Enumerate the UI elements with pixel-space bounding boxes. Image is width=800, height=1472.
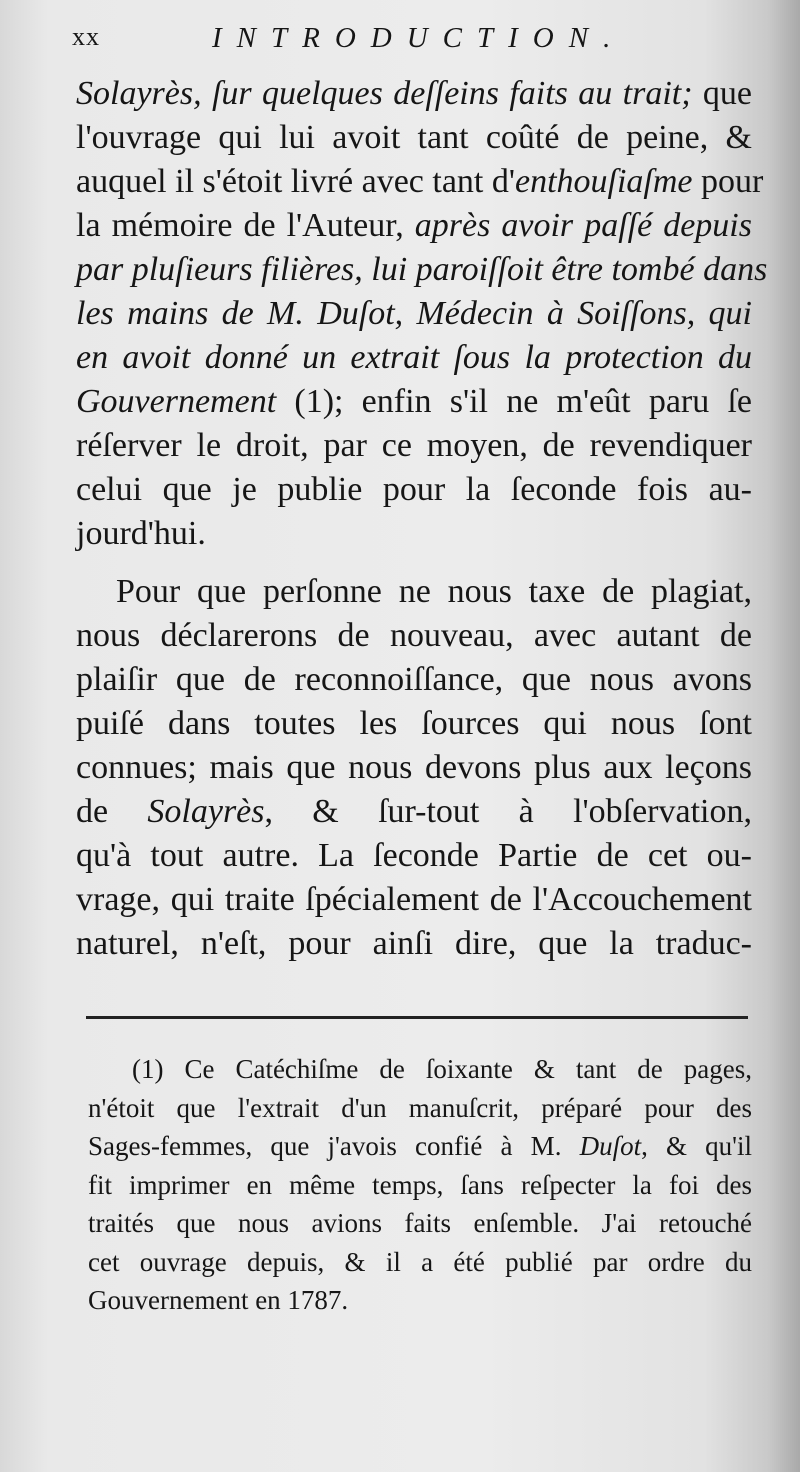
italic-span: Solayrès, ſur quelques deſſeins faits au trait; [76, 75, 693, 112]
text-line [76, 72, 752, 116]
text-line: naturel, n'eſt, pour ainſi dire, que la traduc- [76, 925, 752, 962]
text-line [76, 292, 752, 336]
text-line [76, 380, 752, 424]
italic-span: les mains de M. Duſot, Médecin à Soiſſons, qui [76, 295, 752, 332]
text-line [76, 160, 764, 204]
footnote-line: fit imprimer en même temps, ſans reſpecter la foi des [88, 1169, 752, 1200]
text-line: vrage, qui traite ſpécialement de l'Accouchement [76, 881, 752, 918]
footnote-line: cet ouvrage depuis, & il a été publié par ordre du [88, 1246, 752, 1277]
text-line [76, 790, 752, 834]
text-line: qu'à tout autre. La ſeconde Partie de cet ou- [76, 837, 752, 874]
text-line [76, 336, 752, 380]
italic-span: en avoit donné un extrait ſous la protection du [76, 339, 752, 376]
text-span: , & ſur-tout à l'obſervation, [264, 793, 752, 830]
text-line: réſerver le droit, par ce moyen, de revendiquer [76, 427, 752, 464]
text-line: plaiſir que de reconnoiſſance, que nous avons [76, 661, 752, 698]
text-span: , & qu'il [641, 1131, 752, 1161]
text-line: nous déclarerons de nouveau, avec autant de [76, 617, 752, 654]
text-line: l'ouvrage qui lui avoit tant coûté de peine, & [76, 119, 752, 156]
footnote [88, 1050, 752, 1320]
italic-span: après avoir paſſé depuis [414, 207, 752, 244]
footnote-line [88, 1127, 752, 1166]
footnote-line: n'étoit que l'extrait d'un manuſcrit, préparé pour des [88, 1092, 752, 1123]
footnote-line: Gouvernement en 1787. [88, 1285, 349, 1315]
running-head: INTRODUCTION. [212, 22, 626, 54]
footnote-line: (1) Ce Catéchiſme de ſoixante & tant de pages, [132, 1054, 752, 1084]
text-line: jourd'hui. [76, 515, 206, 552]
text-span: de [76, 793, 148, 830]
footnote-line: traités que nous avions faits enſemble. J'ai retouché [88, 1208, 752, 1238]
italic-span: enthouſiaſme [515, 163, 693, 200]
footnote-rule [86, 1016, 748, 1019]
text-span: Sages-femmes, que j'avois confié à M. [88, 1131, 580, 1161]
text-span: auquel il s'étoit livré avec tant d' [76, 163, 515, 200]
text-line [76, 248, 768, 292]
text-line: celui que je publie pour la ſeconde fois au- [76, 471, 752, 508]
page-number: xx [72, 22, 100, 51]
italic-span: par pluſieurs filières, lui paroiſſoit être tombé dans [76, 251, 768, 288]
page-header [72, 22, 760, 62]
text-line: Pour que perſonne ne nous taxe de plagiat, [116, 573, 752, 610]
paragraph-gap [76, 556, 752, 570]
text-line: connues; mais que nous devons plus aux leçons [76, 749, 752, 786]
text-span: (1); enfin s'il ne m'eût paru ſe [276, 383, 752, 420]
main-text [76, 72, 768, 966]
italic-span: Solayrès [147, 793, 265, 830]
text-span: pour [692, 163, 764, 200]
italic-span: Duſot [579, 1131, 642, 1161]
text-span: que [692, 75, 753, 112]
text-line: puiſé dans toutes les ſources qui nous ſont [76, 705, 752, 742]
text-span: la mémoire de l'Auteur, [76, 207, 415, 244]
text-line [76, 204, 752, 248]
italic-span: Gouvernement [76, 383, 277, 420]
